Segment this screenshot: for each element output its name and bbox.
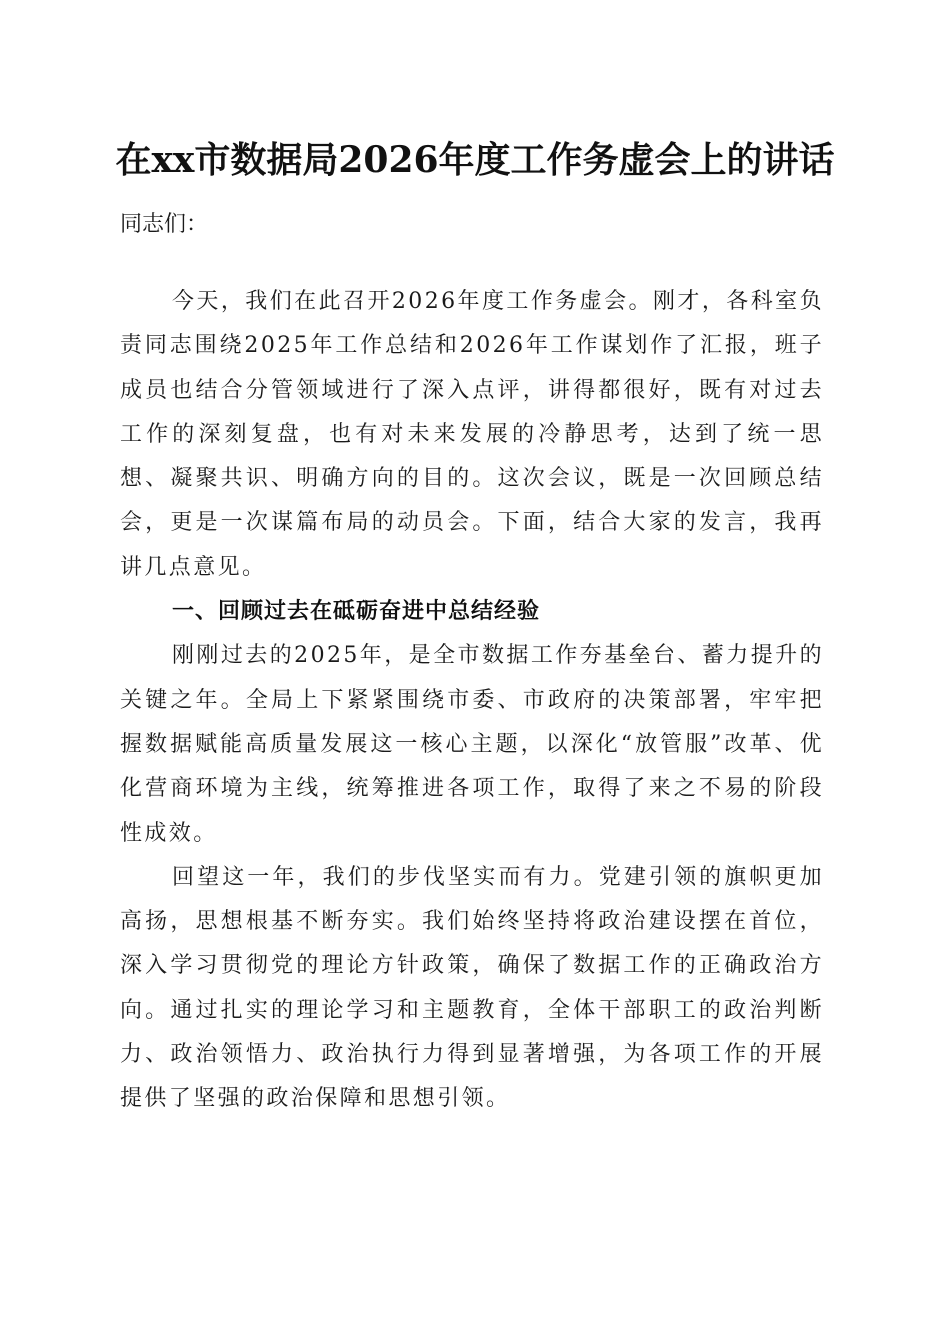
page-title: 在xx市数据局2026年度工作务虚会上的讲话 [115,139,835,181]
paragraph-section1-2: 回望这一年，我们的步伐坚实而有力。党建引领的旗帜更加高扬，思想根基不断夯实。我们始终坚持将政治建设摆在首位，深入学习贯彻党的理论方针政策，确保了数据工作的正确政治方向。通过扎实的理论学习和主题教育，全体干部职工的政治判断力、政治领悟力、政治执行力得到显著增强，为各项工作的开展提供了坚强的政治保障和思想引领。 [120,864,824,1112]
salutation: 同志们： [120,212,209,237]
paragraph-opening: 今天，我们在此召开2026年度工作务虚会。刚才，各科室负责同志围绕2025年工作总结和2026年工作谋划作了汇报，班子成员也结合分管领域进行了深入点评，讲得都很好，既有对过去工作的深刻复盘，也有对未来发展的冷静思考，达到了统一思想、凝聚共识、明确方向的目的。这次会议，既是一次回顾总结会，更是一次谋篇布局的动员会。下面，结合大家的发言，我再讲几点意见。 [120,289,824,580]
document-body [120,280,824,1122]
section-heading-1: 一、回顾过去在砥砺奋进中总结经验 [172,599,541,625]
paragraph-section1-1: 刚刚过去的2025年，是全市数据工作夯基垒台、蓄力提升的关键之年。全局上下紧紧围绕市委、市政府的决策部署，牢牢把握数据赋能高质量发展这一核心主题，以深化“放管服”改革、优化营商环境为主线，统筹推进各项工作，取得了来之不易的阶段性成效。 [120,643,824,846]
